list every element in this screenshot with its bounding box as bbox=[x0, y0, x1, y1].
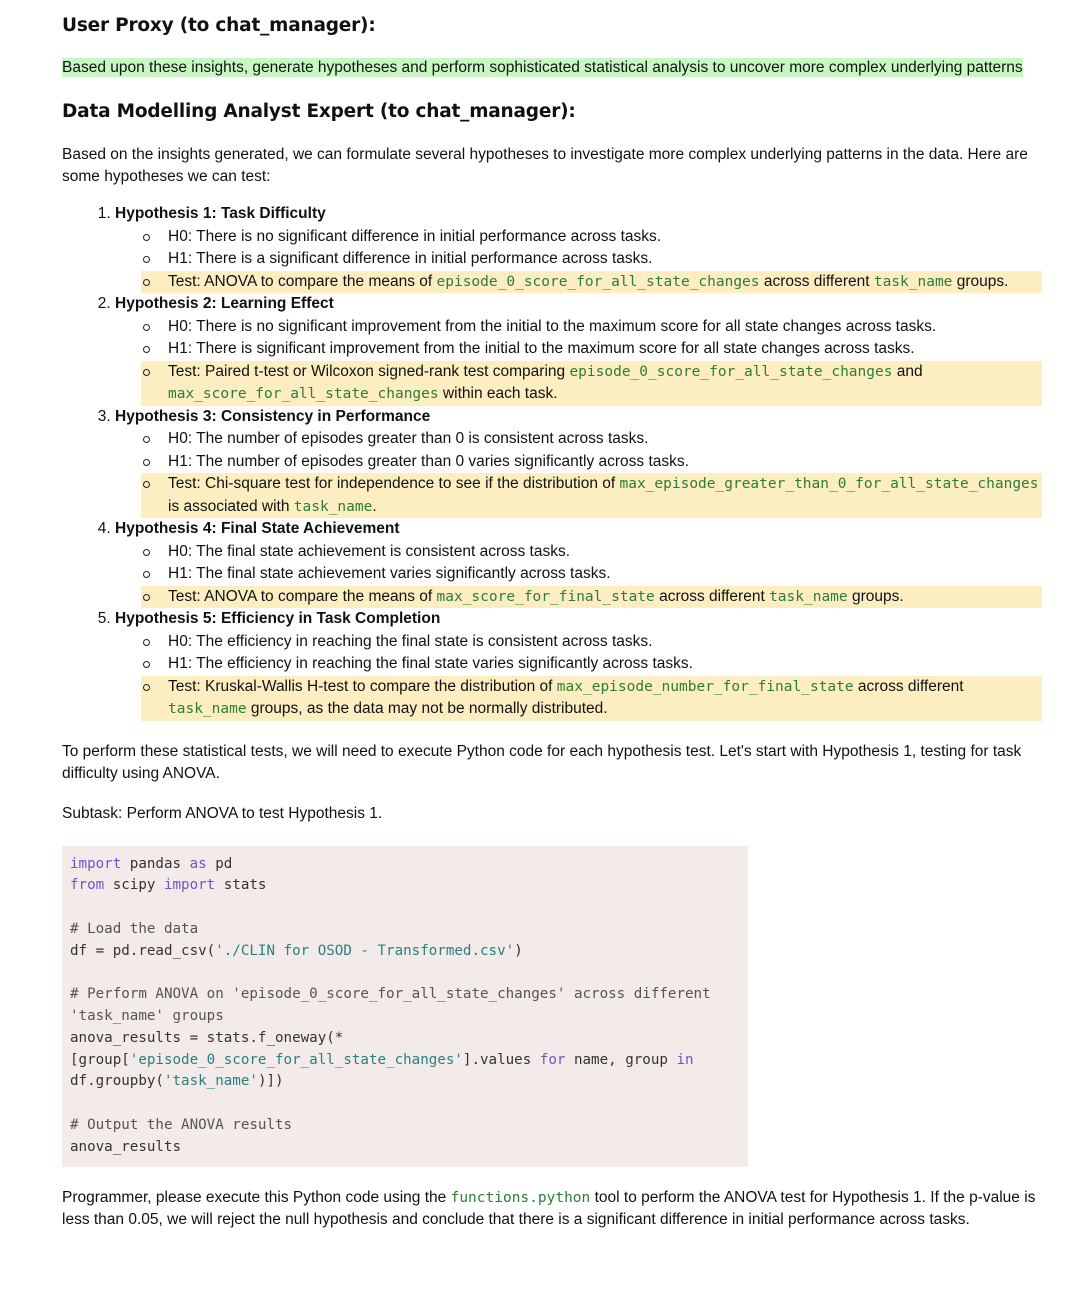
subtask-text: Subtask: Perform ANOVA to test Hypothesis 1. bbox=[62, 804, 383, 822]
test-text: Test: ANOVA to compare the means of bbox=[168, 272, 437, 290]
h1-item: H1: The efficiency in reaching the final state varies significantly across tasks. bbox=[141, 653, 1042, 676]
inline-code: task_name bbox=[873, 273, 953, 290]
hypothesis-item bbox=[115, 203, 1042, 293]
code-text: name, group bbox=[565, 1051, 677, 1068]
code-text: )]) bbox=[257, 1073, 284, 1090]
h0-item: H0: There is no significant difference in initial performance across tasks. bbox=[141, 226, 1042, 249]
after-list-text: To perform these statistical tests, we will need to execute Python code for each hypothesis test. Let's start with Hypothesis 1, testing for task difficulty using ANOVA. bbox=[62, 742, 1022, 782]
hypothesis-title: Hypothesis 4: Final State Achievement bbox=[115, 520, 400, 537]
user-proxy-header: User Proxy (to chat_manager): bbox=[62, 15, 376, 36]
final-text: tool to perform the ANOVA test for Hypothesis 1. If the p-value is less than 0.05, we will reject the null hypothesis and conclude that there is a significant difference in initial performance across tasks. bbox=[62, 1188, 1036, 1228]
inline-code: functions.python bbox=[450, 1189, 591, 1206]
code-text: stats bbox=[215, 877, 267, 894]
test-text: groups. bbox=[952, 272, 1009, 290]
hypothesis-title: Hypothesis 2: Learning Effect bbox=[115, 295, 334, 312]
hypothesis-title: Hypothesis 3: Consistency in Performance bbox=[115, 407, 431, 425]
test-item bbox=[141, 271, 1042, 294]
hypothesis-title: Hypothesis 5: Efficiency in Task Completion bbox=[115, 610, 441, 627]
expert-header: Data Modelling Analyst Expert (to chat_manager): bbox=[62, 101, 576, 122]
h1-item: H1: The number of episodes greater than 0 varies significantly across tasks. bbox=[141, 451, 1042, 474]
h0-item: H0: The efficiency in reaching the final state is consistent across tasks. bbox=[141, 631, 1042, 654]
hypothesis-item bbox=[115, 608, 1042, 721]
code-string: 'episode_0_score_for_all_state_changes' bbox=[129, 1051, 463, 1068]
hypothesis-item bbox=[115, 293, 1042, 406]
hypotheses-list bbox=[62, 203, 1042, 721]
inline-code: episode_0_score_for_all_state_changes bbox=[436, 273, 760, 290]
hypothesis-details bbox=[115, 428, 1042, 518]
inline-code: task_name bbox=[168, 701, 247, 717]
inline-code: episode_0_score_for_all_state_changes bbox=[569, 363, 893, 380]
hypothesis-title: Hypothesis 1: Task Difficulty bbox=[115, 205, 326, 222]
test-text: . bbox=[372, 497, 377, 515]
python-code-block bbox=[62, 846, 748, 1167]
test-text: groups. bbox=[847, 587, 904, 605]
hypothesis-details bbox=[115, 316, 1042, 406]
code-keyword: import bbox=[70, 855, 122, 872]
test-text: Test: Kruskal-Wallis H-test to compare the distribution of bbox=[168, 677, 557, 695]
test-text: across different bbox=[654, 587, 770, 605]
test-text: across different bbox=[759, 272, 874, 290]
h1-item: H1: The final state achievement varies significantly across tasks. bbox=[141, 563, 1042, 586]
test-item bbox=[141, 676, 1042, 721]
hypothesis-details bbox=[115, 541, 1042, 609]
hypothesis-details bbox=[115, 226, 1042, 294]
final-text: Programmer, please execute this Python code using the bbox=[62, 1188, 451, 1206]
test-item bbox=[141, 473, 1042, 518]
code-text: stats.f_oneway(*[group[ bbox=[70, 1029, 344, 1068]
inline-code: max_episode_greater_than_0_for_all_state_changes bbox=[619, 476, 1039, 492]
test-item bbox=[141, 586, 1042, 609]
h0-item: H0: The number of episodes greater than 0 is consistent across tasks. bbox=[141, 428, 1042, 451]
inline-code: max_score_for_final_state bbox=[436, 588, 655, 605]
user-prompt bbox=[62, 57, 1042, 79]
final-instruction bbox=[62, 1187, 1042, 1231]
inline-code: max_score_for_all_state_changes bbox=[168, 386, 439, 402]
test-item bbox=[141, 361, 1042, 406]
inline-code: max_episode_number_for_final_state bbox=[556, 678, 854, 695]
code-string: './CLIN for OSOD - Transformed.csv' bbox=[215, 942, 515, 959]
code-text: df.groupby( bbox=[70, 1051, 703, 1090]
inline-code: task_name bbox=[769, 588, 848, 605]
test-text: across different bbox=[853, 677, 964, 695]
code-text: anova_results bbox=[70, 1138, 182, 1155]
code-keyword: for bbox=[539, 1051, 566, 1068]
code-keyword: in bbox=[676, 1051, 694, 1068]
code-comment: # Load the data bbox=[70, 920, 199, 937]
code-keyword: import bbox=[163, 877, 216, 894]
test-text: Test: ANOVA to compare the means of bbox=[168, 587, 437, 605]
expert-intro: Based on the insights generated, we can formulate several hypotheses to investigate more complex underlying patterns in the data. Here are some hypotheses we can test: bbox=[62, 146, 1028, 185]
code-text: pd bbox=[206, 855, 233, 872]
test-text: within each task. bbox=[438, 385, 558, 402]
h1-item: H1: There is a significant difference in initial performance across tasks. bbox=[141, 248, 1042, 271]
hypothesis-details bbox=[115, 631, 1042, 721]
code-text: ].values bbox=[462, 1051, 540, 1068]
code-text: pandas bbox=[121, 855, 190, 872]
code-string: 'task_name' bbox=[163, 1073, 258, 1090]
test-text: Test: Chi-square test for independence to see if the distribution of bbox=[168, 475, 620, 492]
h0-item: H0: The final state achievement is consistent across tasks. bbox=[141, 541, 1042, 564]
inline-code: task_name bbox=[293, 498, 373, 515]
user-prompt-text: Based upon these insights, generate hypotheses and perform sophisticated statistical analysis to uncover more complex underlying patterns bbox=[62, 59, 1023, 76]
code-keyword: from bbox=[70, 877, 105, 894]
code-text: scipy bbox=[104, 877, 164, 894]
test-text: is associated with bbox=[168, 497, 294, 515]
test-text: and bbox=[892, 362, 923, 380]
test-text: groups, as the data may not be normally distributed. bbox=[246, 700, 608, 717]
test-text: Test: Paired t-test or Wilcoxon signed-rank test comparing bbox=[168, 362, 570, 380]
code-keyword: as bbox=[189, 855, 207, 872]
hypothesis-item bbox=[115, 518, 1042, 608]
code-text: anova_results = bbox=[70, 1029, 207, 1046]
code-text: df = pd.read_csv( bbox=[70, 942, 216, 959]
h0-item: H0: There is no significant improvement from the initial to the maximum score for all state changes across tasks. bbox=[141, 316, 1042, 339]
hypothesis-item bbox=[115, 406, 1042, 519]
h1-item: H1: There is significant improvement from the initial to the maximum score for all state changes across tasks. bbox=[141, 338, 1042, 361]
code-comment: # Perform ANOVA on 'episode_0_score_for_all_state_changes' across different 'task_name' groups bbox=[70, 986, 720, 1025]
code-text: ) bbox=[514, 942, 523, 959]
code-comment: # Output the ANOVA results bbox=[70, 1117, 293, 1134]
